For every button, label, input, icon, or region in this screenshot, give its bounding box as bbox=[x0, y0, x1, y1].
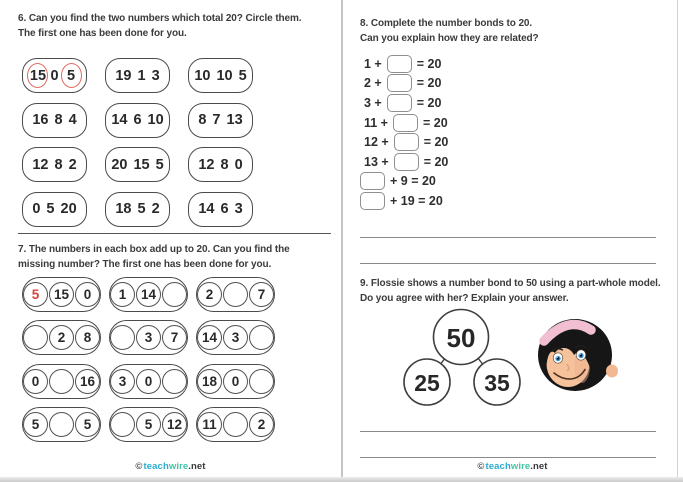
q8-heading-line2: Can you explain how they are related? bbox=[360, 33, 539, 44]
q7-circle-box bbox=[196, 364, 275, 399]
q7-number-circle: 2 bbox=[249, 412, 274, 437]
answer-box bbox=[394, 153, 419, 171]
q6-number: 6 bbox=[133, 112, 142, 129]
q6-grid bbox=[22, 58, 253, 227]
q7-number-circle: 0 bbox=[223, 369, 248, 394]
q6-number: 13 bbox=[226, 112, 243, 129]
q6-number: 0 bbox=[50, 67, 59, 84]
q6-number: 4 bbox=[68, 112, 77, 129]
equation-row bbox=[360, 132, 448, 152]
answer-box bbox=[394, 133, 419, 151]
q6-number: 5 bbox=[155, 156, 164, 173]
q7-number-circle: 3 bbox=[136, 325, 161, 350]
equation-right-part: = 20 bbox=[416, 56, 442, 71]
equation-left-operand: 3 + bbox=[364, 95, 382, 110]
q7-number-circle: 5 bbox=[23, 412, 48, 437]
q7-grid bbox=[22, 277, 275, 442]
brand-wire: wire bbox=[510, 461, 531, 472]
q6-number: 15 bbox=[133, 156, 150, 173]
brand-suffix: .net bbox=[188, 461, 206, 472]
whole-value: 50 bbox=[446, 323, 476, 353]
q7-empty-circle bbox=[49, 369, 74, 394]
q6-number: 14 bbox=[111, 112, 128, 129]
q6-number: 8 bbox=[198, 112, 207, 129]
q6-number-box bbox=[188, 147, 253, 182]
equation-row bbox=[360, 54, 448, 74]
q7-number-circle: 3 bbox=[110, 369, 135, 394]
equation-row bbox=[360, 152, 448, 172]
section-divider bbox=[18, 233, 331, 234]
q7-circle-box bbox=[109, 277, 188, 312]
equation-left-operand: 12 + bbox=[364, 135, 389, 150]
equation-right-part: = 20 bbox=[423, 135, 449, 150]
equation-row bbox=[360, 191, 448, 211]
q6-number: 5 bbox=[238, 67, 247, 84]
equation-right-part: = 20 bbox=[423, 115, 448, 130]
q6-number: 8 bbox=[54, 112, 63, 129]
footer-left bbox=[0, 461, 341, 472]
q6-number-box bbox=[22, 58, 87, 93]
q6-number: 3 bbox=[234, 201, 243, 218]
q6-number: 19 bbox=[115, 67, 132, 84]
equation-left-operand: 11 + bbox=[364, 115, 388, 130]
page-divider bbox=[341, 0, 343, 477]
q7-empty-circle bbox=[249, 369, 274, 394]
q6-number-box bbox=[188, 58, 253, 93]
q6-number: 12 bbox=[32, 156, 49, 173]
q7-empty-circle bbox=[23, 325, 48, 350]
footer-right bbox=[342, 461, 683, 472]
q7-number-circle: 15 bbox=[49, 282, 74, 307]
q6-number: 1 bbox=[137, 67, 146, 84]
part-whole-model bbox=[392, 302, 627, 414]
q8-heading bbox=[360, 16, 539, 46]
q7-number-circle: 14 bbox=[136, 282, 161, 307]
q7-number-circle: 0 bbox=[23, 369, 48, 394]
q7-number-circle: 5 bbox=[136, 412, 161, 437]
equation-right-part: = 20 bbox=[416, 76, 442, 91]
flossie-girl-icon bbox=[538, 319, 618, 391]
q7-number-circle: 12 bbox=[162, 412, 187, 437]
q7-number-circle: 2 bbox=[197, 282, 222, 307]
equation-row bbox=[360, 93, 448, 113]
q7-circle-box bbox=[196, 407, 275, 442]
q7-number-circle: 14 bbox=[197, 325, 222, 350]
q6-number: 10 bbox=[216, 67, 233, 84]
answer-box bbox=[393, 114, 418, 132]
q8-heading-line1: 8. Complete the number bonds to 20. bbox=[360, 18, 533, 29]
q7-empty-circle bbox=[49, 412, 74, 437]
q6-number: 2 bbox=[68, 156, 77, 173]
q8-equations bbox=[360, 54, 448, 211]
q7-number-circle: 0 bbox=[75, 282, 100, 307]
q7-number-circle: 3 bbox=[223, 325, 248, 350]
q6-number: 8 bbox=[54, 156, 63, 173]
q7-empty-circle bbox=[110, 412, 135, 437]
q7-number-circle: 18 bbox=[197, 369, 222, 394]
answer-box bbox=[387, 94, 412, 112]
answer-line bbox=[360, 457, 656, 458]
copyright-symbol: © bbox=[477, 461, 485, 472]
q7-heading-line2: missing number? The first one has been done for you. bbox=[18, 259, 272, 270]
q7-number-circle: 0 bbox=[136, 369, 161, 394]
q6-number: 3 bbox=[151, 67, 160, 84]
q7-number-circle: 16 bbox=[75, 369, 100, 394]
q7-empty-circle bbox=[249, 325, 274, 350]
q6-number: 12 bbox=[198, 156, 215, 173]
q7-empty-circle bbox=[110, 325, 135, 350]
equation-right-part: + 9 = 20 bbox=[390, 174, 436, 189]
answer-box bbox=[360, 192, 385, 210]
equation-row bbox=[360, 113, 448, 133]
q6-number-box bbox=[188, 192, 253, 227]
brand-teach: teach bbox=[485, 461, 511, 472]
q6-number: 5 bbox=[46, 201, 55, 218]
answer-line bbox=[360, 431, 656, 432]
q6-number: 8 bbox=[220, 156, 229, 173]
q7-circle-box bbox=[22, 407, 101, 442]
q7-number-circle: 7 bbox=[162, 325, 187, 350]
page-left bbox=[0, 0, 341, 477]
q6-number: 7 bbox=[212, 112, 221, 129]
equation-left-operand: 2 + bbox=[364, 76, 382, 91]
q7-heading-line1: 7. The numbers in each box add up to 20. Can you find the bbox=[18, 244, 290, 255]
q7-empty-circle bbox=[162, 282, 187, 307]
q6-number-box bbox=[22, 192, 87, 227]
q6-number-circled: 5 bbox=[61, 63, 82, 88]
q6-heading-line2: The first one has been done for you. bbox=[18, 28, 187, 39]
q6-number: 0 bbox=[32, 201, 41, 218]
q6-number-box bbox=[105, 103, 170, 138]
q6-number-circled: 15 bbox=[27, 63, 48, 88]
q7-circle-box bbox=[196, 277, 275, 312]
q7-number-circle: 11 bbox=[197, 412, 222, 437]
q7-heading bbox=[18, 242, 290, 272]
part-left-value: 25 bbox=[414, 370, 440, 396]
brand-wire: wire bbox=[168, 461, 189, 472]
q6-number: 18 bbox=[115, 201, 132, 218]
q7-circle-box bbox=[22, 320, 101, 355]
q7-circle-box bbox=[109, 320, 188, 355]
answer-line bbox=[360, 263, 656, 264]
page-right bbox=[342, 0, 683, 477]
q7-number-circle: 2 bbox=[49, 325, 74, 350]
q6-number-box bbox=[105, 147, 170, 182]
q6-number: 20 bbox=[111, 156, 128, 173]
q6-heading-line1: 6. Can you find the two numbers which total 20? Circle them. bbox=[18, 13, 302, 24]
q6-number: 10 bbox=[147, 112, 164, 129]
equation-row bbox=[360, 172, 448, 192]
q6-number: 20 bbox=[60, 201, 77, 218]
brand-teach: teach bbox=[143, 461, 169, 472]
q6-number-box bbox=[22, 103, 87, 138]
q7-number-circle: 5 bbox=[23, 282, 48, 307]
q7-empty-circle bbox=[223, 412, 248, 437]
q7-empty-circle bbox=[223, 282, 248, 307]
q6-number: 2 bbox=[151, 201, 160, 218]
q6-number-box bbox=[105, 192, 170, 227]
q7-circle-box bbox=[196, 320, 275, 355]
equation-left-operand: 13 + bbox=[364, 154, 389, 169]
q6-number: 10 bbox=[194, 67, 211, 84]
q7-empty-circle bbox=[162, 369, 187, 394]
copyright-symbol: © bbox=[135, 461, 143, 472]
equation-right-part: + 19 = 20 bbox=[390, 193, 443, 208]
answer-box bbox=[387, 74, 412, 92]
page-edge bbox=[677, 0, 678, 477]
brand-suffix: .net bbox=[530, 461, 548, 472]
q6-number-box bbox=[188, 103, 253, 138]
q6-number: 0 bbox=[234, 156, 243, 173]
q7-circle-box bbox=[109, 407, 188, 442]
page-bottom-edge bbox=[0, 477, 683, 482]
q7-circle-box bbox=[22, 277, 101, 312]
answer-line bbox=[360, 237, 656, 238]
q9-heading-line1: 9. Flossie shows a number bond to 50 using a part-whole model. bbox=[360, 278, 661, 289]
q6-number: 16 bbox=[32, 112, 49, 129]
q6-number-box bbox=[105, 58, 170, 93]
q6-number-box bbox=[22, 147, 87, 182]
q6-heading bbox=[18, 11, 301, 41]
q7-number-circle: 5 bbox=[75, 412, 100, 437]
equation-right-part: = 20 bbox=[416, 95, 442, 110]
q7-circle-box bbox=[22, 364, 101, 399]
equation-left-operand: 1 + bbox=[364, 56, 382, 71]
q9-heading-line2: Do you agree with her? Explain your answer. bbox=[360, 293, 569, 304]
equation-row bbox=[360, 74, 448, 94]
q7-number-circle: 1 bbox=[110, 282, 135, 307]
equation-right-part: = 20 bbox=[423, 154, 449, 169]
q6-number: 6 bbox=[220, 201, 229, 218]
q6-number: 5 bbox=[137, 201, 146, 218]
q7-number-circle: 7 bbox=[249, 282, 274, 307]
q7-circle-box bbox=[109, 364, 188, 399]
q7-number-circle: 8 bbox=[75, 325, 100, 350]
answer-box bbox=[387, 55, 412, 73]
answer-box bbox=[360, 172, 385, 190]
q6-number: 14 bbox=[198, 201, 215, 218]
part-right-value: 35 bbox=[484, 370, 510, 396]
